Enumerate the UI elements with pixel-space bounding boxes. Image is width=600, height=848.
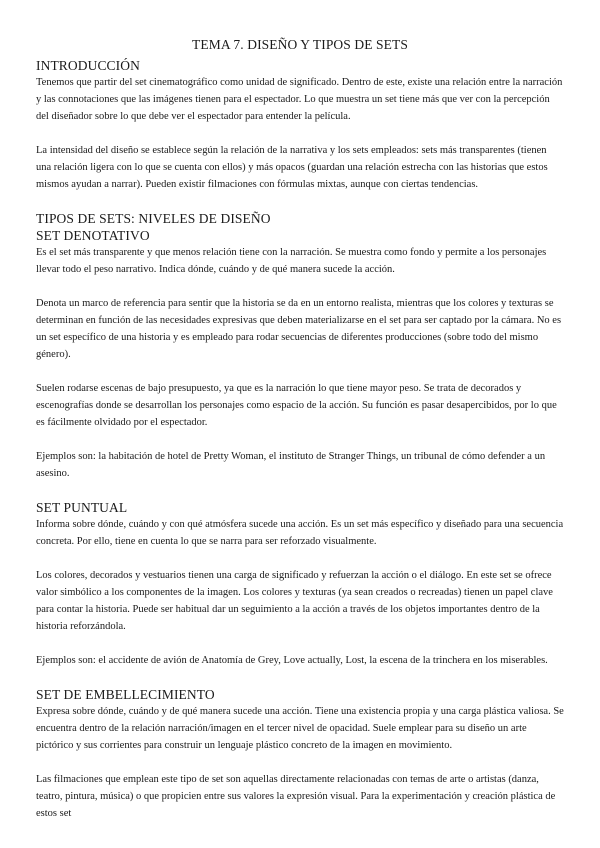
section-heading-introduccion: INTRODUCCIÓN	[36, 58, 140, 73]
paragraph: Los colores, decorados y vestuarios tienen una carga de significado y refuerzan la acción o el diálogo. En este set se ofrece valor simbólico a los componentes de la imagen. Los colores y texturas (ya sean creados o recreadas) tienen un papel clave para contar la historia. Puede ser habitual dar un seguimiento a la acción a través de los objetos importantes dentro de la historia reforzándola.	[36, 570, 553, 632]
paragraph: Ejemplos son: la habitación de hotel de Pretty Woman, el instituto de Stranger Things, un tribunal de cómo defender a un asesino.	[36, 451, 546, 479]
section-heading-tipos-de-sets: TIPOS DE SETS: NIVELES DE DISEÑO	[36, 211, 271, 226]
section-heading-set-de-embellecimiento: SET DE EMBELLECIMIENTO	[36, 687, 215, 702]
paragraph: La intensidad del diseño se establece según la relación de la narrativa y los sets empleados: sets más transparentes (tienen una relación ligera con lo que se cuenta con ellos) y más opacos (guardan una relación estrecha con las historias que estos mismos ayudan a narrar). Pueden existir filmaciones con fórmulas mixtas, aunque con ciertas tendencias.	[36, 145, 548, 190]
paragraph: Informa sobre dónde, cuándo y con qué atmósfera sucede una acción. Es un set más específico y diseñado para una secuencia concreta. Por ello, tiene en cuenta lo que se narra para ser reforzado visualmente.	[36, 519, 564, 547]
paragraph: Las filmaciones que emplean este tipo de set son aquellas directamente relacionadas con temas de arte o artistas (danza, teatro, pintura, música) o que propicien entre sus valores la expresión visual. Para la experimentación y creación plástica de estos set	[36, 774, 556, 819]
paragraph: Es el set más transparente y que menos relación tiene con la narración. Se muestra como fondo y permite a los personajes llevar todo el peso narrativo. Indica dónde, cuándo y de qué manera sucede la acción.	[36, 247, 547, 275]
paragraph: Tenemos que partir del set cinematográfico como unidad de significado. Dentro de este, existe una relación entre la narración y las connotaciones que las imágenes tienen para el espectador. Lo que muestra un set tiene más que ver con la percepción del diseñador sobre lo que debe ver el espectador para entender la película.	[36, 77, 563, 122]
paragraph: Expresa sobre dónde, cuándo y de qué manera sucede una acción. Tiene una existencia propia y una carga plástica valiosa. Se encuentra dentro de la relación narración/imagen en el tercer nivel de opacidad. Suele emplear para su diseño un arte pictórico y sus corrientes para construir un lenguaje plástico concreto de la imagen en movimiento.	[36, 706, 564, 751]
section-heading-set-puntual: SET PUNTUAL	[36, 500, 128, 515]
section-heading-set-denotativo: SET DENOTATIVO	[36, 228, 150, 243]
document-title: TEMA 7. DISEÑO Y TIPOS DE SETS	[192, 37, 408, 52]
paragraph: Denota un marco de referencia para sentir que la historia se da en un entorno realista, mientras que los colores y texturas se determinan en función de las necesidades expresivas que deben materializarse en el set para ser captado por la cámara. No es un set específico de una historia y es empleado para rodar secuencias de diferentes producciones (sobre todo del mismo género).	[36, 298, 562, 360]
paragraph: Ejemplos son: el accidente de avión de Anatomía de Grey, Love actually, Lost, la escena de la trinchera en los miserables.	[36, 655, 548, 666]
paragraph: Suelen rodarse escenas de bajo presupuesto, ya que es la narración lo que tiene mayor peso. Se trata de decorados y escenografías donde se desarrollan los personajes como espacio de la acción. Su función es pasar desapercibidos, por lo que es fácilmente olvidado por el espectador.	[36, 383, 557, 428]
